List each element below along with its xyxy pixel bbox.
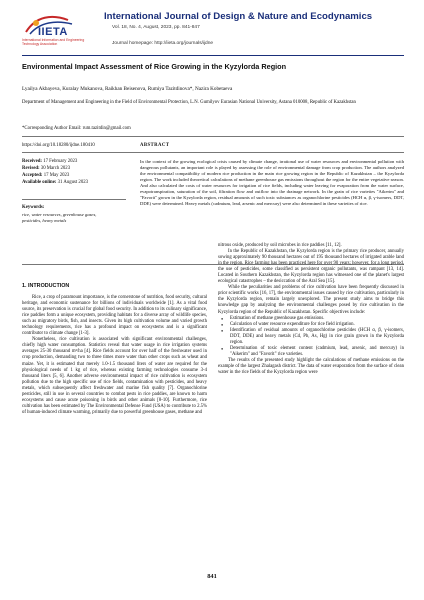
divider bbox=[22, 152, 404, 153]
page-number: 841 bbox=[207, 573, 217, 580]
header-divider bbox=[22, 55, 404, 56]
date-accepted: Accepted: 17 May 2023 bbox=[22, 173, 70, 178]
divider bbox=[22, 199, 126, 200]
list-item: ● Determination of toxic element content (cadmium, lead, arsenic, and mercury) in "Aikerim" and "Favorit" rice varieties. bbox=[230, 346, 404, 358]
paragraph: In the Republic of Kazakhstan, the Kyzylorda region is the primary rice producer, annually sowing approximately 90 thousand hectares out of 195 thousand hectares of irrigated arable land in the region. Rice farming has been practiced here for over 90 years; however, for a long period, the use of pesticides, some classified as persistent organic pollutants, was rampant [13, 14]. Located in Southern Kazakhstan, the Kyzylorda region has witnessed one of the planet's largest ecological catastrophes – the desiccation of the Aral Sea [15]. bbox=[218, 249, 404, 285]
logo-text: IIETA bbox=[38, 26, 68, 38]
paragraph: nitrous oxide, produced by soil microbes in rice paddies [11, 12]. bbox=[218, 243, 342, 248]
journal-homepage[interactable]: Journal homepage: http://iieta.org/journals/ijdne bbox=[112, 41, 214, 46]
abstract-heading: ABSTRACT bbox=[140, 143, 170, 148]
list-item: ● Calculation of water resource expenditure for rice field irrigation. bbox=[230, 322, 404, 328]
date-available: Available online: 31 August 2023 bbox=[22, 180, 89, 185]
paragraph: Rice, a crop of paramount importance, is the cornerstone of nutrition, food security, cultural heritage, and economic sustenance for billions of individuals worldwide [1]. As a vital food source, its preservation is crucial for global food security. In addition to its culinary significance, rice paddies form a unique ecosystem, providing habitats for a diverse array of wildlife species, such as migratory birds, fish, and insects. Given its high cultivation volume and varied growth technology requirements, rice has a profound impact on ecosystems and is a significant contributor to climate change [1-3]. bbox=[22, 295, 207, 337]
doi-link[interactable]: https://doi.org/10.18280/ijdne.180410 bbox=[22, 143, 95, 148]
right-column bbox=[218, 243, 404, 376]
abstract-text: In the context of the growing ecological crisis caused by climate change, irrational use of water resources and environmental pollution with dangerous pollutants, an important role is played by assessing the role of environmental damage from crop production. The authors analyzed the environmental compatibility of modern rice production in the main rice growing region in the Republic of Kazakhstan – the Kyzylorda region. The work included theoretical calculations of methane greenhouse gas emissions throughout the region for the entire vegetative season. And also calculated the costs of water resources for irrigation of rice fields, including water leaving for evaporation from the water surface, evapotranspiration, saturation of the soil, filtration flow and outflow into the drainage network. In the grain of rice varieties "Aikerim" and "Favorit" grown in the Kyzylorda region, residual amounts of such toxic substances as organochlorine pesticides (HCH α, β, γ-isomers, DDT, DDE) were determined. Heavy metals (cadmium, lead, arsenic and mercury) were also determined in these varieties of rice. bbox=[140, 159, 404, 206]
paragraph: The results of the presented study highlight the calculations of methane emissions on the example of the largest Zhalagash district. The data of water evaporation from the surface of clean water in the rice fields of the Kyzylorda region were bbox=[218, 357, 404, 375]
list-item: ● Estimation of methane greenhouse gas emissions. bbox=[230, 316, 404, 322]
author-list: Lyailya Akbayeva, Kuralay Mukanova, Raikhan Beisenova, Rumiya Tazitdinova*, Nazira Kobetaeva bbox=[22, 86, 233, 92]
section-heading-introduction: 1. INTRODUCTION bbox=[22, 283, 70, 289]
affiliation: Department of Management and Engineering in the Field of Environmental Protection, L.N. Gumilyov Eurasian National University, Astana 010008, Republic of Kazakhstan bbox=[22, 100, 356, 105]
date-received: Received: 17 February 2023 bbox=[22, 159, 78, 164]
corresponding-author: *Corresponding Author Email: rum.tazitdin@gmail.com bbox=[22, 126, 131, 131]
paper-title: Environmental Impact Assessment of Rice Growing in the Kyzylorda Region bbox=[22, 62, 287, 71]
list-item: ● Identification of residual amounts of organochlorine pesticides (HCH α, β, γ-isomers, DDT, DDE) and heavy metals (Cd, Pb, As, Hg) in rice grain grown in the Kyzylorda region. bbox=[230, 328, 404, 346]
journal-title: International Journal of Design & Nature and Ecodynamics bbox=[104, 11, 373, 22]
left-column bbox=[22, 295, 207, 416]
paragraph: While the peculiarities and problems of rice cultivation have been frequently discussed in prior scientific works [16, 17], the environmental issues caused by rice cultivation, particularly in the Kyzylorda region, remain largely unexplored. The present study aims to bridge this knowledge gap by analyzing the environmental challenges posed by rice cultivation in the Kyzylorda region of the Republic of Kazakhstan. Specific objectives include: bbox=[218, 285, 404, 315]
date-revised: Revised: 30 March 2023 bbox=[22, 166, 71, 171]
keywords-heading: Keywords: bbox=[22, 205, 45, 210]
divider bbox=[22, 136, 404, 137]
keywords: rice, water resources, greenhouse gases, pesticides, heavy metals bbox=[22, 212, 97, 223]
objectives-list bbox=[218, 316, 404, 358]
paragraph: Nonetheless, rice cultivation is associated with significant environmental challenges, chiefly high water consumption. Statistics reveal that water usage in rice irrigation systems averages 25-30 thousand m³/ha [4]. Rice fields account for over half of the freshwater used in crop production, demanding two to three times more water than other crops such as wheat and maize. Yet, it is estimated that merely 1.0-1.5 thousand liters of water are required for the physiological needs of 1 kg of rice, whereas existing farming technologies consume 3-4 thousand liters [5, 6]. Another adverse environmental impact of rice cultivation is ecosystem pollution due to the high specific use of rice fields, contamination with pesticides, and heavy metals, which subsequently affect freshwater and marine fish quality [7]. Organochlorine pesticides, still in use in several countries to combat pests in rice paddies, are known to harm ecosystems and cause acute poisoning in birds and other animals [8-10]. Furthermore, rice cultivation has been estimated by The Environmental Defense Fund (USA) to contribute to 2.5% of human-induced climate warming, primarily due to powerful greenhouse gases, methane and bbox=[22, 337, 207, 415]
logo-subtext: International Information and Engineering Technology Association bbox=[22, 38, 85, 46]
journal-volume: Vol. 18, No. 4, August, 2023, pp. 841-847 bbox=[112, 25, 200, 30]
